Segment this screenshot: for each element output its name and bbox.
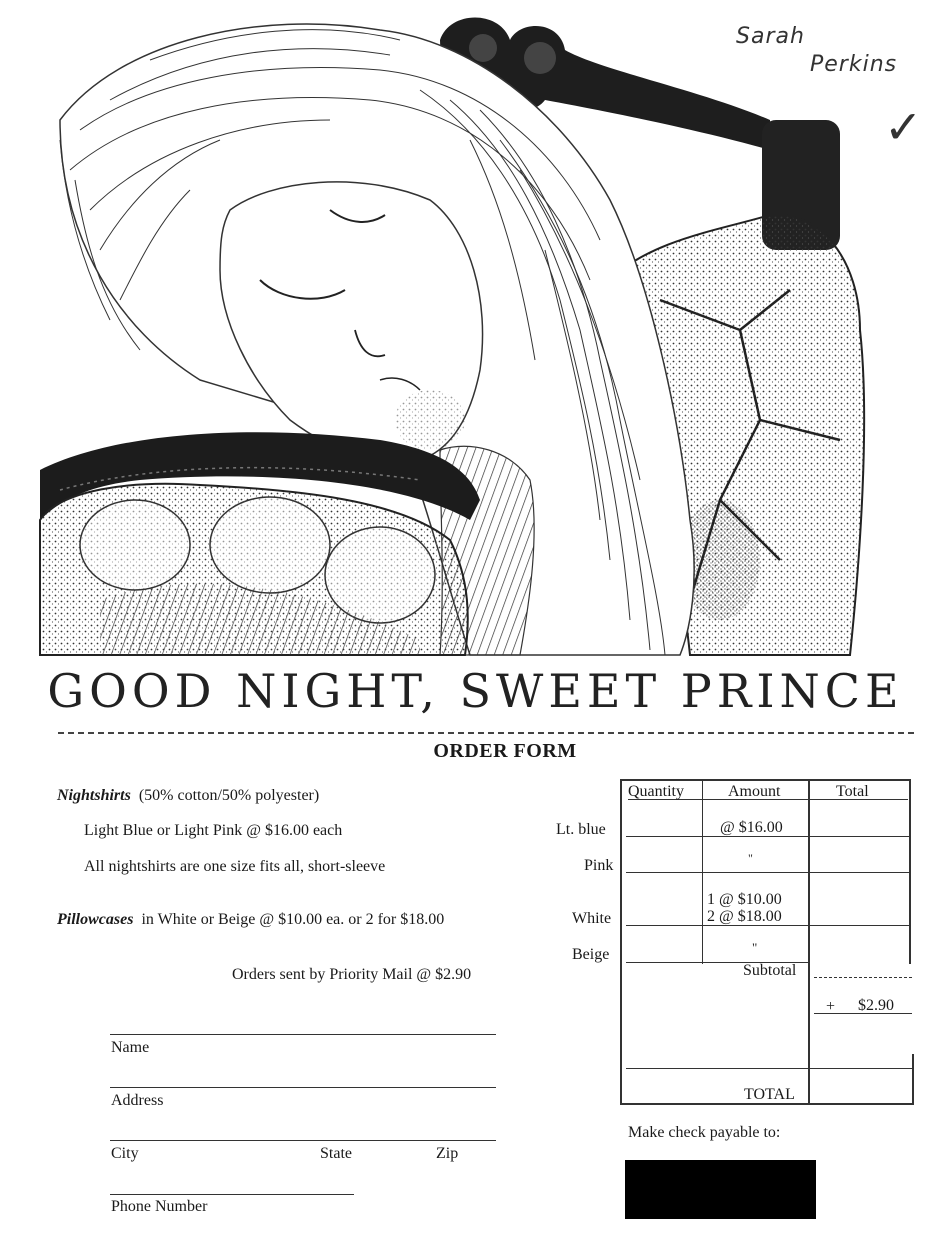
nightshirts-name: Nightshirts: [57, 787, 131, 804]
pillowcases-line: [57, 911, 444, 929]
shipping-note: Orders sent by Priority Mail @ $2.90: [232, 966, 472, 983]
city-label: City: [111, 1145, 139, 1162]
handwritten-name-first: Sarah: [736, 24, 805, 49]
pillowcases-name: Pillowcases: [57, 911, 134, 928]
table-right-border-lower: [912, 1054, 914, 1105]
handwritten-name-last: Perkins: [810, 52, 898, 77]
table-top-border: [620, 779, 911, 781]
name-field[interactable]: [110, 1034, 496, 1035]
redacted-payee-block: [625, 1160, 816, 1219]
row-line-pink: [626, 872, 910, 873]
total-row-line: [626, 1068, 912, 1069]
phone-field[interactable]: [110, 1194, 354, 1195]
amount-lt-blue: @ $16.00: [720, 819, 783, 836]
shipping-amount: $2.90: [858, 997, 894, 1014]
nightshirts-fabric: (50% cotton/50% polyester): [138, 787, 320, 804]
amount-white-pair: 2 @ $18.00: [707, 908, 782, 925]
table-col-divider-2: [808, 779, 810, 1105]
order-form-heading: ORDER FORM: [433, 740, 577, 762]
row-label-lt-blue: Lt. blue: [556, 821, 606, 838]
handwritten-check-mark: ✓: [884, 100, 924, 154]
row-label-beige: Beige: [572, 946, 610, 963]
row-label-white: White: [572, 910, 612, 927]
header-quantity: Quantity: [628, 783, 684, 800]
nightshirts-colors-price: Light Blue or Light Pink @ $16.00 each: [84, 822, 343, 839]
header-total: Total: [836, 783, 869, 800]
total-label: TOTAL: [744, 1086, 795, 1103]
page-title: GOOD NIGHT, SWEET PRINCE: [47, 664, 904, 718]
shipping-sign: +: [826, 998, 836, 1015]
subtotal-label: Subtotal: [743, 962, 797, 979]
table-left-border: [620, 779, 622, 1105]
amount-pink: ": [748, 851, 753, 865]
payable-note: Make check payable to:: [628, 1124, 781, 1141]
address-label: Address: [111, 1092, 164, 1109]
address-field[interactable]: [110, 1087, 496, 1088]
subtotal-blank[interactable]: [814, 977, 912, 978]
state-label: State: [320, 1145, 352, 1162]
amount-white-single: 1 @ $10.00: [707, 891, 782, 908]
nightshirts-line: [57, 787, 319, 805]
header-amount: Amount: [728, 783, 781, 800]
row-label-pink: Pink: [584, 857, 614, 874]
zip-label: Zip: [436, 1145, 459, 1162]
pillowcases-details: in White or Beige @ $10.00 ea. or 2 for $18.00: [141, 911, 445, 928]
title-dashed-divider: [58, 732, 914, 734]
amount-beige: ": [752, 940, 758, 955]
nightshirts-size-note: All nightshirts are one size fits all, short-sleeve: [84, 858, 386, 875]
phone-label: Phone Number: [111, 1198, 208, 1215]
name-label: Name: [111, 1039, 150, 1056]
city-state-zip-field[interactable]: [110, 1140, 496, 1141]
